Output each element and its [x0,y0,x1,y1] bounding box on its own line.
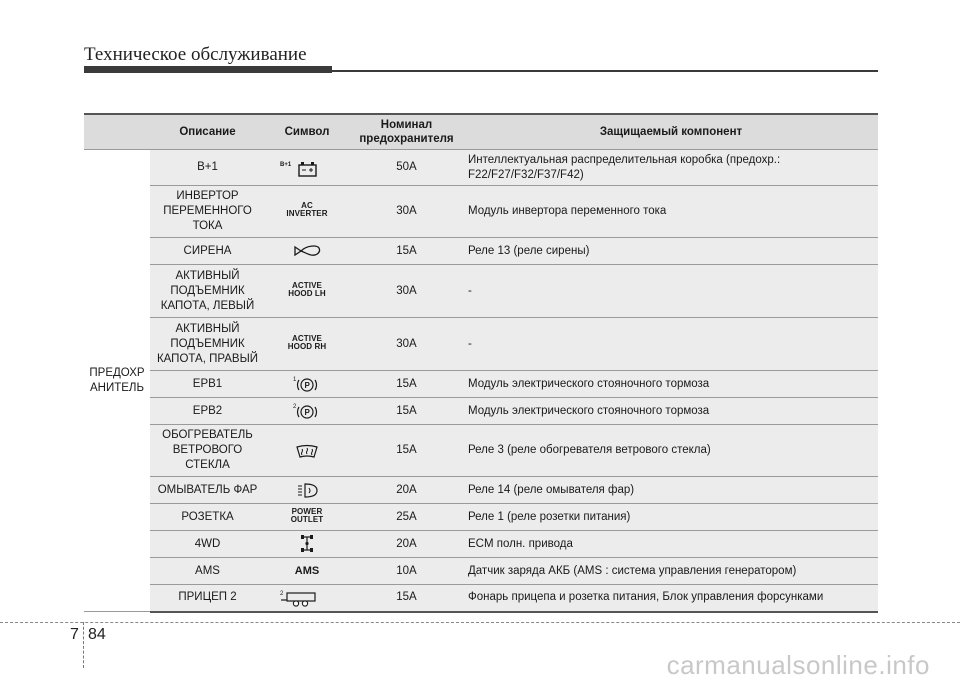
watermark: carmanualsonline.info [666,650,930,680]
fuse-rating: 15A [349,398,464,425]
table-row [84,371,878,398]
fuse-description: 4WD [150,531,265,558]
table-row [84,318,878,371]
svg-text:1: 1 [293,377,297,383]
fuse-description: СИРЕНА [150,238,265,265]
parking-brake-2-icon [287,401,327,421]
table-row [84,186,878,238]
fuse-component: Датчик заряда АКБ (AMS : система управления генератором) [464,558,878,585]
fuse-rating: 15A [349,425,464,477]
fuse-symbol [265,425,349,477]
fuse-rating: 30A [349,265,464,318]
table-row [84,398,878,425]
svg-text:2: 2 [293,404,297,410]
svg-text:P: P [304,408,310,417]
fuse-rating: 20A [349,531,464,558]
table-header-row [84,114,878,150]
header-component: Защищаемый компонент [464,114,878,150]
fuse-symbol [265,585,349,612]
header-symbol: Символ [265,114,349,150]
fuse-description: B+1 [150,150,265,186]
table-row [84,265,878,318]
fuse-description: AMS [150,558,265,585]
fuse-component: Модуль инвертора переменного тока [464,186,878,238]
fuse-symbol [265,265,349,318]
fuse-symbol [265,238,349,265]
fuse-symbol [265,318,349,371]
power-outlet-label: POWER OUTLET [290,506,324,524]
table-row [84,585,878,612]
fuse-symbol [265,477,349,504]
fuse-rating: 50A [349,150,464,186]
footer-divider [0,622,960,623]
fuse-rating: 15A [349,238,464,265]
horn-icon [287,242,327,260]
active-hood-lh-label: ACTIVE HOOD LH [288,280,326,298]
svg-text:2: 2 [280,590,284,597]
fuse-description: EPB1 [150,371,265,398]
fuse-table [84,113,878,613]
title-underline-thick [84,66,332,73]
table-row [84,504,878,531]
fuse-rating: 15A [349,371,464,398]
fuse-rating: 15A [349,585,464,612]
fuse-description: ИНВЕРТОР ПЕРЕМЕННОГО ТОКА [150,186,265,238]
4wd-icon [287,533,327,555]
fuse-symbol [265,558,349,585]
fuse-component: Модуль электрического стояночного тормоза [464,371,878,398]
panel-label: ПРЕДОХР АНИТЕЛЬ [84,150,150,612]
parking-brake-1-icon [287,374,327,394]
page-title: Техническое обслуживание [84,44,307,65]
svg-text:B+1: B+1 [280,161,292,168]
fuse-description: ОБОГРЕВАТЕЛЬ ВЕТРОВОГО СТЕКЛА [150,425,265,477]
active-hood-rh-label: ACTIVE HOOD RH [287,333,327,351]
fuse-component: Реле 14 (реле омывателя фар) [464,477,878,504]
header-panel [84,114,150,150]
fuse-description: АКТИВНЫЙ ПОДЪЕМНИК КАПОТА, ПРАВЫЙ [150,318,265,371]
fuse-rating: 30A [349,318,464,371]
fuse-description: АКТИВНЫЙ ПОДЪЕМНИК КАПОТА, ЛЕВЫЙ [150,265,265,318]
fuse-component: Реле 13 (реле сирены) [464,238,878,265]
fuse-component: - [464,318,878,371]
table-row [84,425,878,477]
title-underline-thin [332,70,878,72]
header-rating: Номинал предохранителя [349,114,464,150]
fuse-component: Модуль электрического стояночного тормоза [464,398,878,425]
fuse-symbol [265,371,349,398]
fuse-description: EPB2 [150,398,265,425]
fuse-component: Реле 1 (реле розетки питания) [464,504,878,531]
fuse-rating: 10A [349,558,464,585]
fuse-symbol [265,186,349,238]
page-number-divider [83,622,84,668]
fuse-description: РОЗЕТКА [150,504,265,531]
headlamp-washer-icon [287,480,327,500]
ams-label: AMS [294,564,320,577]
table-row [84,150,878,186]
fuse-component: Реле 3 (реле обогревателя ветрового стекла) [464,425,878,477]
ac-inverter-label: AC INVERTER [286,201,328,218]
fuse-component: Интеллектуальная распределительная коробка (предохр.: F22/F27/F32/F37/F42) [464,150,878,186]
table-row [84,531,878,558]
fuse-description: ПРИЦЕП 2 [150,585,265,612]
fuse-symbol [265,531,349,558]
table-row [84,558,878,585]
section-number: 7 [70,626,79,643]
fuse-component: ECM полн. привода [464,531,878,558]
fuse-rating: 20A [349,477,464,504]
fuse-rating: 30A [349,186,464,238]
table-row [84,238,878,265]
battery-b1-icon [277,158,337,178]
header-description: Описание [150,114,265,150]
fuse-rating: 25A [349,504,464,531]
windshield-heater-icon [287,441,327,461]
fuse-symbol [265,504,349,531]
page-index: 84 [88,626,106,643]
fuse-symbol [265,398,349,425]
svg-text:P: P [304,381,310,390]
trailer-2-icon [277,588,337,608]
fuse-component: Фонарь прицепа и розетка питания, Блок управления форсунками [464,585,878,612]
fuse-component: - [464,265,878,318]
fuse-description: ОМЫВАТЕЛЬ ФАР [150,477,265,504]
fuse-symbol [265,150,349,186]
table-row [84,477,878,504]
